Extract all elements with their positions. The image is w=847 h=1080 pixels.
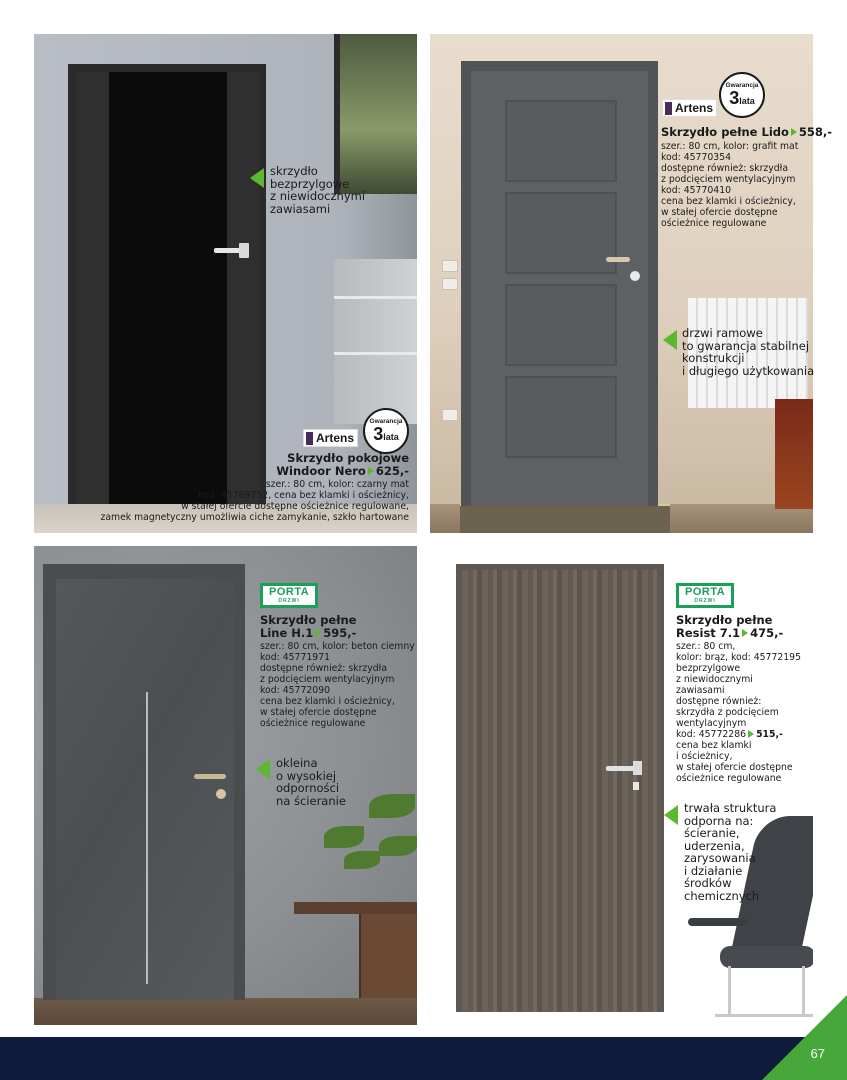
description-line: szer.: 80 cm, kolor: beton ciemny bbox=[260, 641, 415, 652]
product-title-line bbox=[676, 627, 783, 640]
armchair bbox=[775, 399, 813, 509]
callout-line: z niewidocznymi bbox=[270, 189, 366, 203]
warranty-label: Gwarancja bbox=[725, 82, 759, 89]
description-line: zamek magnetyczny umożliwia ciche zamykanie, szkło hartowane bbox=[100, 512, 409, 523]
brand-name: PORTA bbox=[269, 586, 310, 598]
callout-arrow-icon bbox=[664, 805, 678, 825]
product-info-lido bbox=[661, 126, 832, 139]
brand-logo-artens: Artens bbox=[303, 429, 358, 447]
callout-line: bezprzylgowe bbox=[270, 176, 350, 191]
door-panel bbox=[505, 284, 617, 366]
feature-callout-line-h1 bbox=[276, 757, 346, 807]
description-line: ościeżnice regulowane bbox=[676, 773, 782, 784]
callout-line: trwała struktura bbox=[684, 801, 777, 815]
lounge-chair-arm bbox=[688, 918, 748, 926]
callout-line: to gwarancja stabilnej bbox=[682, 338, 810, 353]
feature-callout-windoor-nero bbox=[270, 165, 365, 215]
product-title: Skrzydło pełne bbox=[260, 613, 357, 627]
plant-leaf bbox=[324, 826, 364, 848]
door-handle bbox=[606, 257, 630, 262]
product-description-windoor-nero bbox=[100, 479, 409, 523]
plant-leaf bbox=[369, 794, 415, 818]
door-lock bbox=[633, 782, 639, 790]
description-line: kod: 45770410 bbox=[661, 185, 732, 196]
product-price: 625,- bbox=[375, 464, 409, 478]
price-arrow-icon bbox=[748, 730, 754, 738]
callout-line: środków bbox=[684, 876, 732, 890]
door-handle-rose bbox=[239, 243, 249, 258]
description-line: dostępne również: skrzydła bbox=[260, 663, 388, 674]
door-panel bbox=[505, 100, 617, 182]
shelf-board bbox=[334, 352, 417, 355]
callout-line: odporna na: bbox=[684, 813, 754, 828]
brand-subtitle: DRZWI bbox=[278, 598, 300, 604]
product-name: Skrzydło pełne Lido bbox=[661, 125, 789, 139]
callout-line: i długiego użytkowania bbox=[682, 363, 815, 378]
lounge-chair-leg bbox=[728, 966, 731, 1016]
product-name: Windoor Nero bbox=[276, 464, 366, 478]
callout-arrow-icon bbox=[256, 759, 270, 779]
description-line: szer.: 80 cm, kolor: grafit mat bbox=[661, 141, 799, 152]
callout-line: uderzenia, bbox=[684, 838, 745, 853]
brand-logo-porta bbox=[676, 583, 734, 608]
door-lock bbox=[630, 271, 640, 281]
wall-switch bbox=[442, 409, 458, 421]
feature-callout-lido bbox=[682, 327, 814, 377]
description-line: wentylacyjnym bbox=[676, 718, 747, 729]
callout-line: zarysowania bbox=[684, 851, 756, 865]
description-line: w stałej ofercie dostępne bbox=[676, 762, 793, 773]
price-arrow-icon bbox=[368, 467, 374, 475]
callout-line: konstrukcji bbox=[682, 351, 745, 365]
brand-logo-porta bbox=[260, 583, 318, 608]
description-line: dostępne również: skrzydła bbox=[661, 163, 789, 174]
product-title-line bbox=[661, 126, 832, 139]
description-line: cena bez klamki i ościeżnicy, bbox=[661, 196, 796, 207]
door-panel bbox=[505, 192, 617, 274]
warranty-badge bbox=[363, 408, 409, 454]
description-line: zawiasami bbox=[676, 685, 725, 696]
product-description-line-h1 bbox=[260, 641, 415, 729]
rug bbox=[460, 504, 670, 533]
callout-line: i działanie bbox=[684, 863, 743, 878]
product-price: 475,- bbox=[750, 626, 784, 640]
description-text: kod: 45772286 bbox=[676, 729, 747, 740]
door-glass bbox=[109, 72, 227, 504]
description-line: dostępne również: bbox=[676, 696, 762, 707]
product-info-resist-71 bbox=[676, 614, 783, 640]
product-description-lido bbox=[661, 141, 798, 229]
brand-subtitle: DRZWI bbox=[694, 598, 716, 604]
door-image bbox=[56, 579, 234, 1000]
door-handle-rose bbox=[633, 761, 642, 775]
product-price: 595,- bbox=[323, 626, 357, 640]
description-line: z niewidocznymi bbox=[676, 674, 753, 685]
description-line: i ościeżnicy, bbox=[676, 751, 733, 762]
door-handle bbox=[194, 774, 226, 779]
description-line: kod: 45771971 bbox=[260, 652, 331, 663]
callout-line: chemicznych bbox=[684, 888, 760, 903]
product-title-line bbox=[276, 465, 409, 478]
door-image bbox=[462, 570, 658, 1012]
product-info-line-h1 bbox=[260, 614, 356, 640]
callout-line: okleina bbox=[276, 756, 318, 770]
description-line: kolor: brąz, kod: 45772195 bbox=[676, 652, 802, 663]
description-line: szer.: 80 cm, kolor: czarny mat bbox=[265, 479, 409, 490]
description-line: skrzydła z podcięciem bbox=[676, 707, 779, 718]
warranty-unit: lata bbox=[383, 432, 399, 442]
description-line: cena bez klamki i ościeżnicy, bbox=[260, 696, 395, 707]
callout-line: na ścieranie bbox=[276, 793, 346, 808]
description-line: w stałej ofercie dostępne bbox=[661, 207, 778, 218]
description-line: cena bez klamki bbox=[676, 740, 752, 751]
description-line: w stałej ofercie dostępne ościeżnice regulowane, bbox=[181, 501, 409, 512]
plant-leaf bbox=[379, 836, 417, 856]
floor bbox=[34, 998, 417, 1025]
shelf-board bbox=[334, 296, 417, 299]
page-number: 67 bbox=[810, 1046, 825, 1061]
product-name: Line H.1 bbox=[260, 626, 314, 640]
shelf-image bbox=[334, 259, 417, 424]
description-line: bezprzylgowe bbox=[676, 663, 741, 674]
callout-line: skrzydło bbox=[270, 164, 318, 178]
description-line: kod: 45772090 bbox=[260, 685, 331, 696]
price-arrow-icon bbox=[315, 629, 321, 637]
door-panel bbox=[505, 376, 617, 458]
description-line: szer.: 80 cm, bbox=[676, 641, 736, 652]
callout-arrow-icon bbox=[250, 168, 264, 188]
product-name: Resist 7.1 bbox=[676, 626, 741, 640]
description-line: ościeżnice regulowane bbox=[260, 718, 366, 729]
wall-switch bbox=[442, 260, 458, 272]
warranty-years: 3 bbox=[729, 88, 740, 108]
page-footer bbox=[0, 1037, 847, 1080]
description-line: kod: 45769752, cena bez klamki i ościeżnicy, bbox=[198, 490, 409, 501]
door-inlay-line bbox=[146, 692, 148, 984]
product-title-line bbox=[260, 627, 356, 640]
plant-leaf bbox=[344, 851, 380, 869]
feature-callout-resist-71 bbox=[684, 802, 776, 902]
side-table-drawer bbox=[359, 914, 417, 998]
warranty-years: 3 bbox=[373, 424, 384, 444]
warranty-label: Gwarancja bbox=[369, 418, 403, 425]
warranty-badge bbox=[719, 72, 765, 118]
wall-switch bbox=[442, 278, 458, 290]
product-title: Skrzydło pokojowe bbox=[287, 451, 409, 465]
product-title: Skrzydło pełne bbox=[676, 613, 773, 627]
description-line: ościeżnice regulowane bbox=[661, 218, 767, 229]
warranty-unit: lata bbox=[739, 96, 755, 106]
alt-price: 515,- bbox=[756, 729, 783, 740]
product-info-windoor-nero bbox=[276, 452, 409, 478]
description-line: w stałej ofercie dostępne bbox=[260, 707, 377, 718]
product-price: 558,- bbox=[798, 125, 833, 139]
description-line: kod: 45770354 bbox=[661, 152, 732, 163]
product-description-resist-71 bbox=[676, 641, 801, 784]
price-arrow-icon bbox=[791, 128, 797, 136]
product-panel-line-h1 bbox=[34, 546, 417, 1025]
callout-line: drzwi ramowe bbox=[682, 326, 763, 340]
page-corner-accent bbox=[762, 995, 847, 1080]
brand-logo-artens: Artens bbox=[662, 99, 717, 117]
callout-line: odporności bbox=[276, 781, 340, 795]
callout-arrow-icon bbox=[663, 330, 677, 350]
callout-line: zawiasami bbox=[270, 201, 331, 216]
callout-line: o wysokiej bbox=[276, 768, 337, 783]
callout-line: ścieranie, bbox=[684, 826, 740, 840]
brand-name: PORTA bbox=[685, 586, 726, 598]
lounge-chair-seat bbox=[720, 946, 813, 968]
price-arrow-icon bbox=[742, 629, 748, 637]
description-line: z podcięciem wentylacyjnym bbox=[661, 174, 796, 185]
door-lock bbox=[216, 789, 226, 799]
side-table bbox=[294, 902, 417, 914]
description-line: z podcięciem wentylacyjnym bbox=[260, 674, 395, 685]
description-line bbox=[676, 729, 801, 740]
